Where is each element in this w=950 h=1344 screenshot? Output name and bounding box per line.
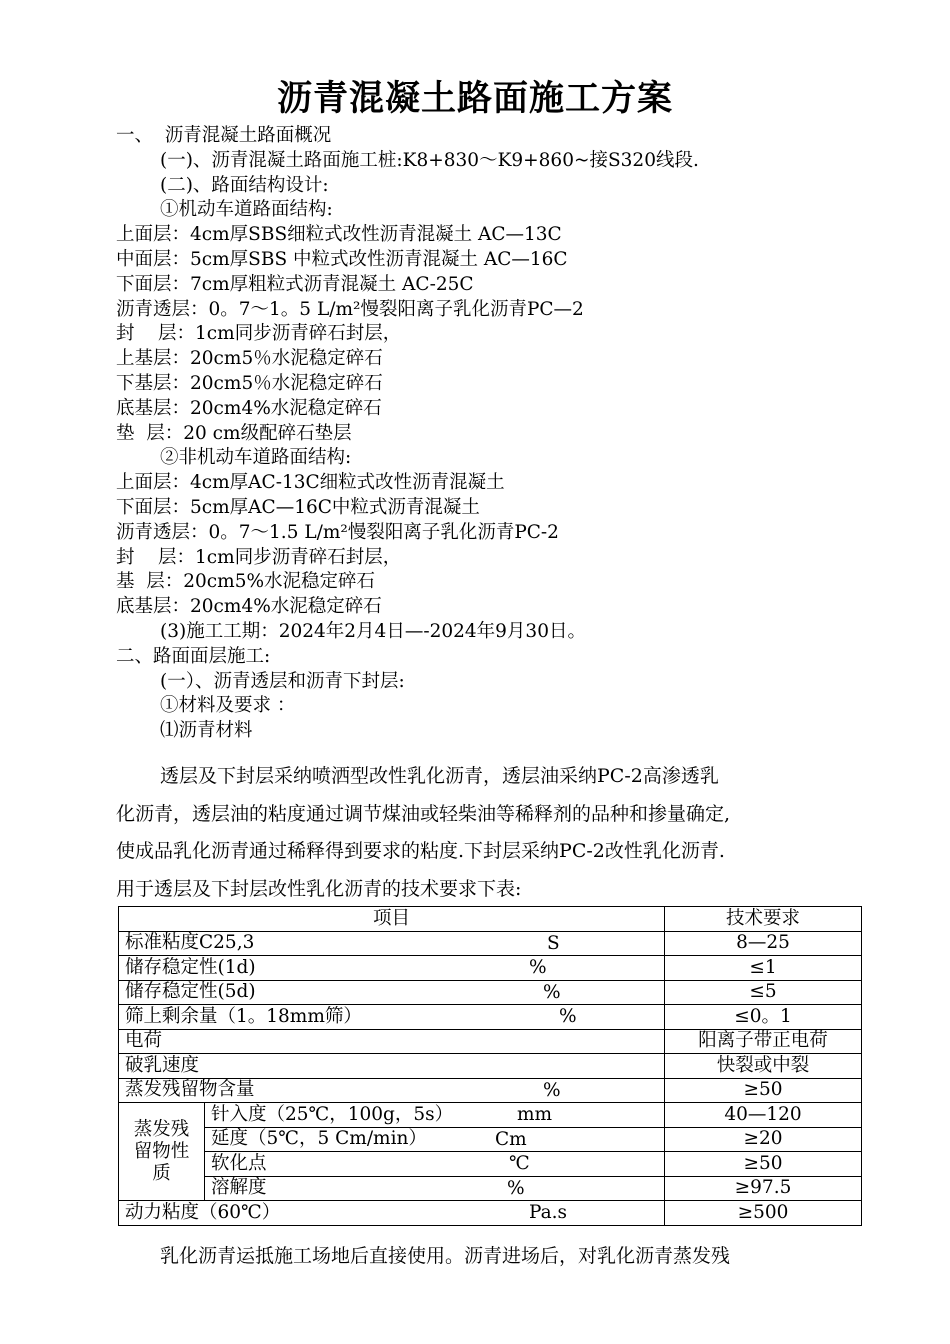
table-row <box>119 1029 862 1054</box>
motor-lower-layer: 下面层：7cm厚粗粒式沥青混凝土 AC-25C <box>116 273 474 295</box>
table-cell-value: 快裂或中裂 <box>665 1054 862 1079</box>
non-motor-base: 基 层：20cm5%水泥稳定碎石 <box>116 571 376 593</box>
table-cell-value: ≥50 <box>665 1152 862 1177</box>
table-row <box>119 1127 862 1152</box>
paragraph-line: 用于透层及下封层改性乳化沥青的技术要求下表: <box>116 877 522 900</box>
table-cell-value: ≥20 <box>665 1127 862 1152</box>
table-cell-item: 电荷 <box>119 1029 665 1054</box>
motor-middle-layer: 中面层：5cm厚SBS 中粒式改性沥青混凝土 AC—16C <box>116 248 568 270</box>
item-unit: % <box>559 1006 577 1027</box>
structure-design-heading: (二)、路面结构设计: <box>160 174 329 196</box>
table-cell-item <box>119 1005 665 1030</box>
motor-subbase: 底基层：20cm4%水泥稳定碎石 <box>116 397 382 419</box>
table-cell-item: 破乳速度 <box>119 1054 665 1079</box>
item-label: 溶解度 <box>211 1177 267 1199</box>
table-cell-item <box>205 1127 665 1152</box>
technical-requirements-table <box>118 906 862 1226</box>
table-cell-value: ≥97.5 <box>665 1176 862 1201</box>
item-label: 储存稳定性(5d) <box>125 981 256 1003</box>
table-row <box>119 1176 862 1201</box>
non-motor-upper-layer: 上面层：4cm厚AC-13C细粒式改性沥青混凝土 <box>116 472 505 494</box>
table-row <box>119 931 862 956</box>
motor-upper-base: 上基层：20cm5％水泥稳定碎石 <box>116 348 383 370</box>
trailing-paragraph-line: 乳化沥青运抵施工场地后直接使用。沥青进场后，对乳化沥青蒸发残 <box>160 1245 731 1267</box>
table-row <box>119 1078 862 1103</box>
table-row <box>119 1054 862 1079</box>
materials-heading: ①材料及要求 ： <box>160 695 296 717</box>
item-unit: % <box>543 981 561 1003</box>
overview-section <box>116 124 876 744</box>
item-unit: Pa.s <box>529 1202 568 1223</box>
asphalt-material-heading: ⑴沥青材料 <box>160 720 253 742</box>
table-row <box>119 980 862 1005</box>
table-row <box>119 1201 862 1226</box>
item-unit: % <box>529 957 547 978</box>
motor-prime-coat: 沥青透层：0。7～1。5 L/m²慢裂阳离子乳化沥青PC—2 <box>116 298 584 320</box>
item-label: 软化点 <box>211 1152 267 1174</box>
motor-cushion-layer: 垫 层：20 cm级配碎石垫层 <box>116 422 352 444</box>
table-cell-item <box>119 1078 665 1103</box>
item-label: 储存稳定性(1d) <box>125 956 256 978</box>
table-cell-value: 8—25 <box>665 931 862 956</box>
motor-seal-layer: 封 层：1cm同步沥青碎石封层， <box>116 323 402 345</box>
item-unit: Cm <box>495 1128 527 1150</box>
item-unit: mm <box>517 1104 553 1125</box>
table-cell-value: ≤5 <box>665 980 862 1005</box>
table-cell-item <box>119 931 665 956</box>
table-row <box>119 1152 862 1177</box>
motor-lane-heading: ①机动车道路面结构: <box>160 199 333 221</box>
table-row <box>119 1005 862 1030</box>
item-unit: % <box>507 1177 525 1199</box>
construction-period: (3)施工工期：2024年2月4日—-2024年9月30日。 <box>160 620 586 642</box>
table-row <box>119 1103 862 1128</box>
motor-lower-base: 下基层：20cm5％水泥稳定碎石 <box>116 372 383 394</box>
item-label: 筛上剩余量（1。18mm筛） <box>125 1005 362 1027</box>
item-unit: % <box>543 1079 561 1101</box>
header-requirement: 技术要求 <box>665 907 862 932</box>
table-cell-value: ≥500 <box>665 1201 862 1226</box>
table-cell-item <box>205 1103 665 1128</box>
table-cell-item <box>119 1201 665 1226</box>
non-motor-lower-layer: 下面层：5cm厚AC—16C中粒式沥青混凝土 <box>116 496 480 518</box>
item-unit: ℃ <box>509 1153 530 1174</box>
table-cell-value: ≥50 <box>665 1078 862 1103</box>
table-cell-value: ≤1 <box>665 956 862 981</box>
item-unit: S <box>547 932 560 954</box>
non-motor-prime-coat: 沥青透层：0。7～1.5 L/m²慢裂阳离子乳化沥青PC-2 <box>116 521 559 543</box>
body-paragraph <box>116 758 852 908</box>
paragraph-line: 化沥青，透层油的粘度通过调节煤油或轻柴油等稀释剂的品种和掺量确定, <box>116 802 731 825</box>
table-cell-item <box>205 1176 665 1201</box>
section-heading-2: 二、路面面层施工: <box>116 645 271 667</box>
table-cell-value: ≤0。1 <box>665 1005 862 1030</box>
table-header-row <box>119 907 862 932</box>
table-row <box>119 956 862 981</box>
item-label: 延度（5℃，5 Cm/min） <box>211 1128 427 1150</box>
table-cell-value: 40—120 <box>665 1103 862 1128</box>
prime-seal-heading: (一）、沥青透层和沥青下封层: <box>160 670 405 692</box>
table-cell-value: 阳离子带正电荷 <box>665 1029 862 1054</box>
item-label: 蒸发残留物含量 <box>125 1079 255 1101</box>
non-motor-seal-layer: 封 层：1cm同步沥青碎石封层， <box>116 546 402 568</box>
table-cell-item <box>205 1152 665 1177</box>
document-title: 沥青混凝土路面施工方案 <box>276 79 673 119</box>
table-cell-item <box>119 956 665 981</box>
construction-stake-range: (一)、沥青混凝土路面施工桩:K8+830～K9+860~接S320线段. <box>160 149 699 171</box>
paragraph-line: 使成品乳化沥青通过稀释得到要求的粘度.下封层采纳PC-2改性乳化沥青. <box>116 840 725 862</box>
non-motor-subbase: 底基层：20cm4%水泥稳定碎石 <box>116 596 382 618</box>
section-heading-1: 一、 沥青混凝土路面概况 <box>116 125 332 146</box>
non-motor-lane-heading: ②非机动车道路面结构: <box>160 447 352 469</box>
motor-upper-layer: 上面层：4cm厚SBS细粒式改性沥青混凝土 AC—13C <box>116 224 562 246</box>
residue-group-label: 蒸发残 留物性 质 <box>119 1103 205 1201</box>
table-cell-item <box>119 980 665 1005</box>
item-label: 标准粘度C25,3 <box>125 932 255 954</box>
paragraph-line: 透层及下封层采纳喷洒型改性乳化沥青，透层油采纳PC-2高渗透乳 <box>160 765 719 787</box>
header-item: 项目 <box>119 907 665 932</box>
item-label: 动力粘度（60℃） <box>125 1201 281 1223</box>
item-label: 针入度（25℃，100g，5s） <box>211 1103 454 1125</box>
